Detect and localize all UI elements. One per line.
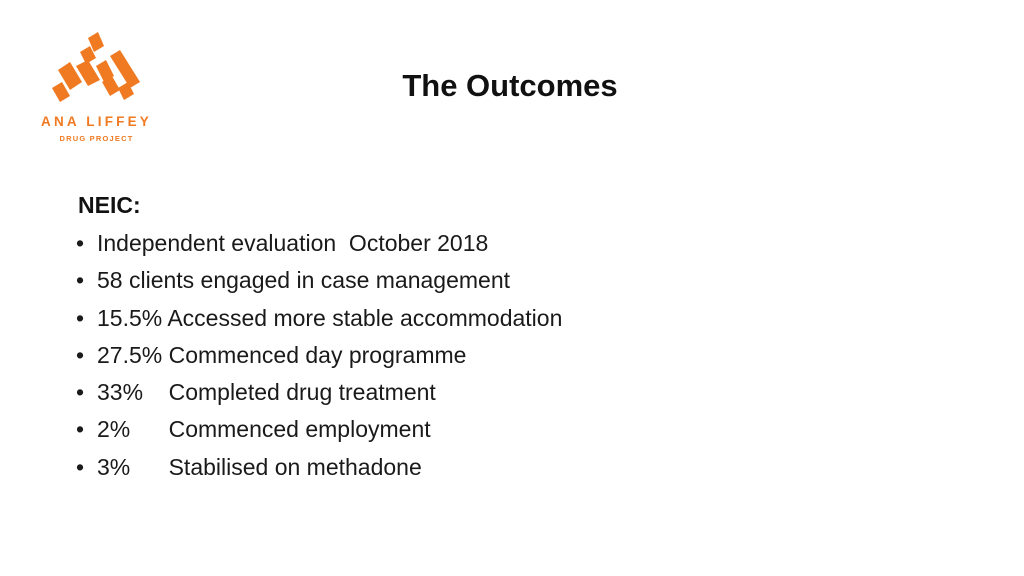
list-item-text: 3% Stabilised on methadone [97,453,422,480]
list-item [76,303,563,340]
bullet-icon: • [76,341,85,368]
bullet-icon: • [76,267,85,294]
list-item-text: 33% Completed drug treatment [97,379,436,406]
bullet-icon: • [76,416,85,443]
list-item [76,377,436,414]
list-item [76,228,489,265]
list-item-text: 27.5% Commenced day programme [97,341,467,368]
ana-liffey-mark-icon [48,32,144,112]
list-item [76,340,467,377]
bullet-icon: • [76,379,85,406]
slide-title: The Outcomes [402,68,618,103]
bullet-icon: • [76,230,85,256]
logo-subtitle-text: DRUG PROJECT [59,134,134,143]
ana-liffey-logo [24,28,174,148]
bullet-icon: • [76,453,85,480]
list-item-text: 58 clients engaged in case management [97,267,511,294]
list-item [76,265,511,302]
section-label: NEIC: [78,192,141,218]
list-item-text: 15.5% Accessed more stable accommodation [97,304,563,331]
outcomes-list [76,228,563,489]
list-item [76,452,422,489]
list-item [76,414,431,451]
logo-name-text: ANA LIFFEY [41,114,152,129]
list-item-text: Independent evaluation October 2018 [97,230,489,256]
bullet-icon: • [76,304,85,331]
list-item-text: 2% Commenced employment [97,416,431,443]
